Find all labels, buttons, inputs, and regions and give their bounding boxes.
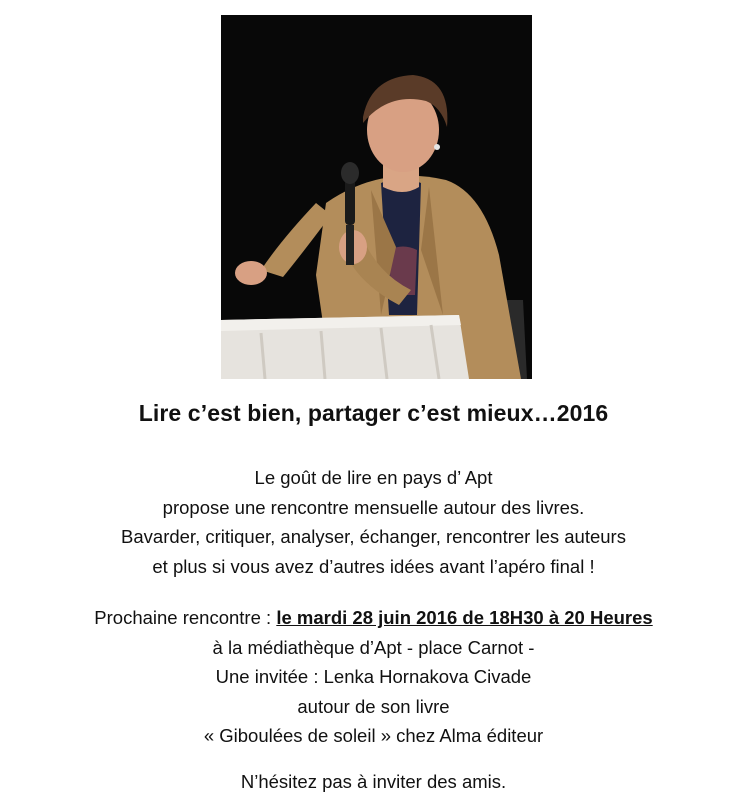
meeting-guest: Une invitée : Lenka Hornakova Civade	[215, 666, 532, 687]
footer-note: N’hésitez pas à inviter des amis.	[240, 771, 507, 792]
intro-line: et plus si vous avez d’autres idées avant l’apéro final !	[152, 555, 595, 577]
meeting-date-line	[0, 603, 747, 633]
meeting-block	[0, 603, 747, 751]
intro-line: Le goût de lire en pays d’ Apt	[254, 467, 493, 488]
page-title: Lire c’est bien, partager c’est mieux…2016	[138, 400, 609, 426]
intro-block	[0, 463, 747, 581]
meeting-book: « Giboulées de soleil » chez Alma éditeur	[203, 725, 544, 746]
intro-line: Bavarder, critiquer, analyser, échanger, rencontrer les auteurs	[121, 526, 626, 547]
meeting-topic: autour de son livre	[297, 695, 450, 717]
meeting-label: Prochaine rencontre :	[94, 607, 277, 628]
speaker-illustration	[221, 15, 532, 379]
meeting-date: le mardi 28 juin 2016 de 18H30 à 20 Heures	[276, 607, 653, 628]
speaker-photo	[221, 15, 532, 379]
intro-line: propose une rencontre mensuelle autour des livres.	[162, 496, 585, 518]
meeting-location: à la médiathèque d’Apt - place Carnot -	[212, 636, 535, 658]
